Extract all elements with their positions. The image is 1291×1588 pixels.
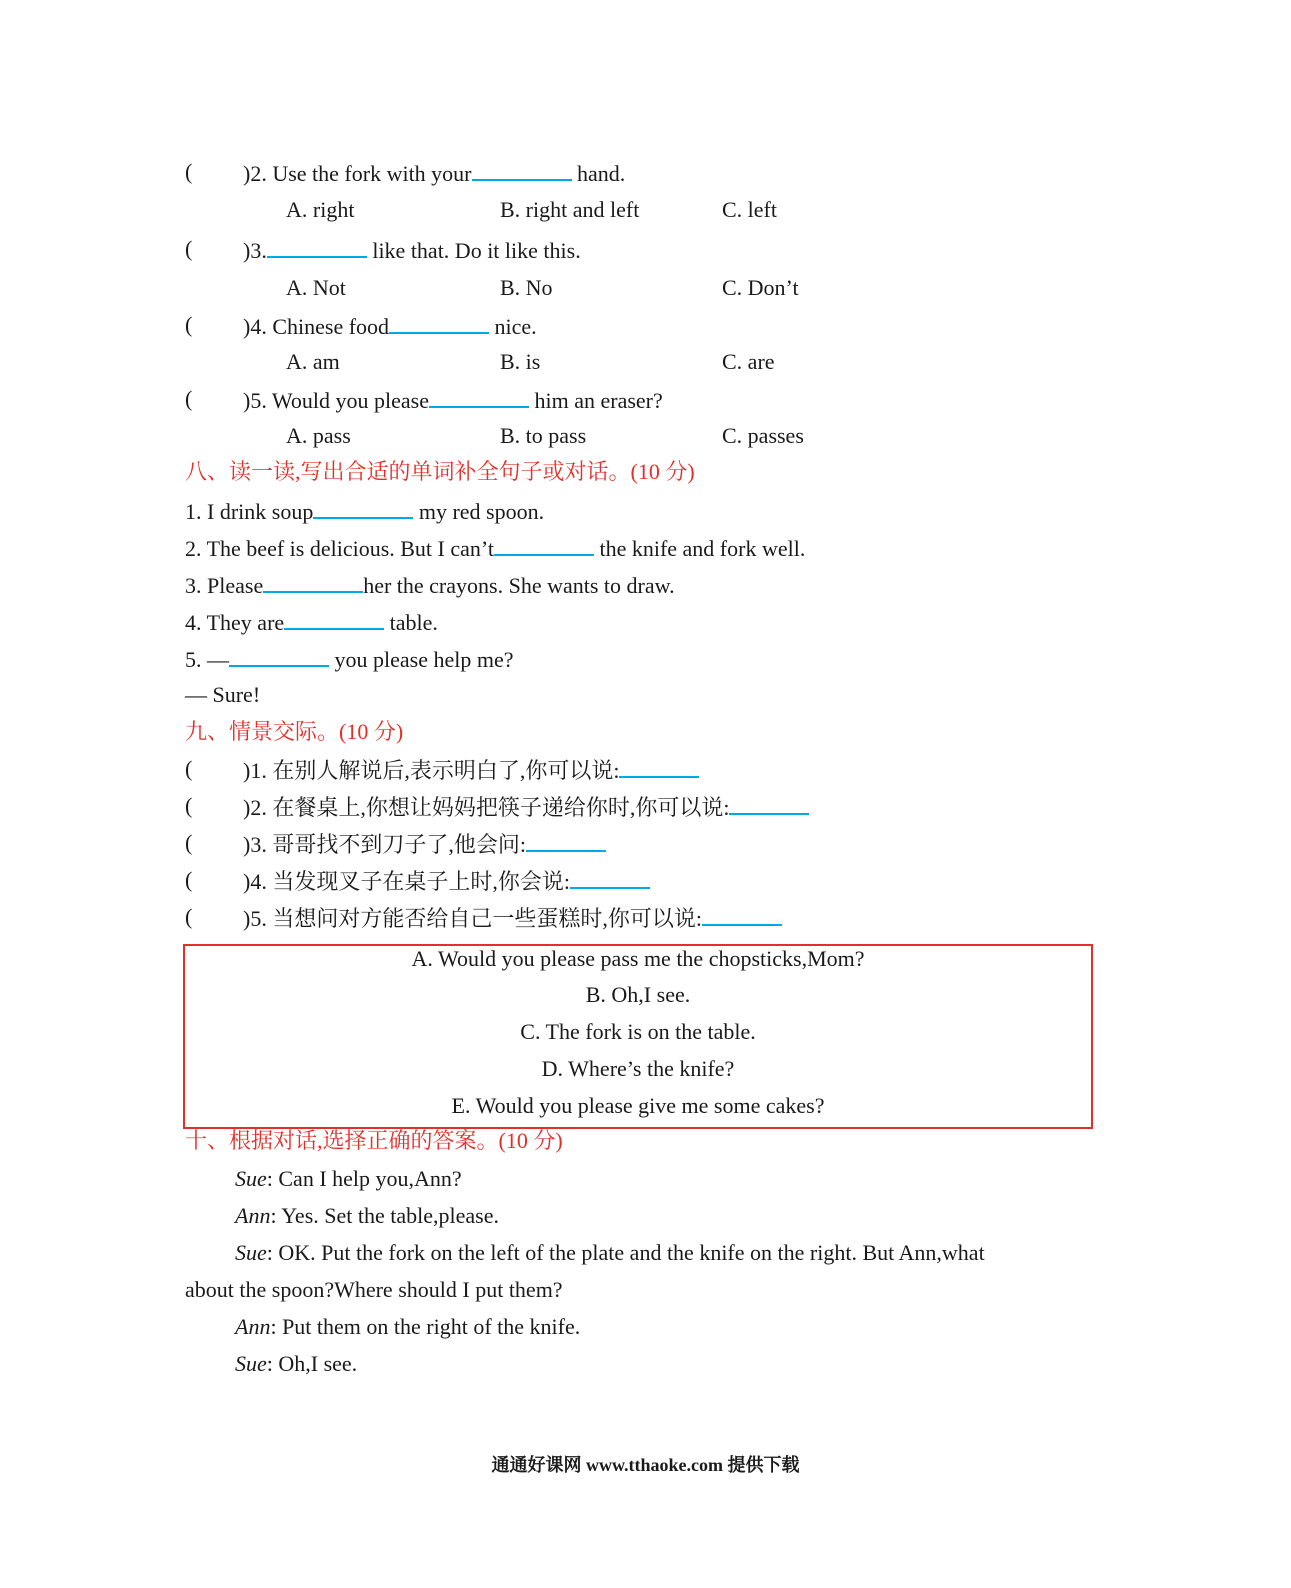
question-9-4: )4. 当发现叉子在桌子上时,你会说:: [243, 867, 650, 893]
answer-paren: (: [185, 756, 193, 781]
option-b: B. is: [500, 349, 541, 374]
option-line: C. The fork is on the table.: [520, 1019, 756, 1044]
answer-blank[interactable]: [389, 312, 489, 334]
option-c: C. Don’t: [722, 275, 799, 300]
question-9-1: )1. 在别人解说后,表示明白了,你可以说:: [243, 756, 699, 782]
sentence-8-2: 2. The beef is delicious. But I can’t the knife and fork well.: [185, 536, 806, 561]
dialogue-line: Sue: Oh,I see.: [235, 1351, 358, 1376]
option-line: A. Would you please pass me the chopsticks,Mom?: [411, 946, 865, 971]
answer-blank[interactable]: [729, 793, 809, 815]
sentence-8-4: 4. They are table.: [185, 610, 438, 635]
option-b: B. No: [500, 275, 553, 300]
answer-paren: (: [185, 236, 193, 261]
option-line: E. Would you please give me some cakes?: [451, 1093, 825, 1118]
answer-blank[interactable]: [263, 571, 363, 593]
answer-paren: (: [185, 312, 193, 337]
section-9-heading: 九、情景交际。(10 分): [185, 719, 404, 744]
section-8-heading: 八、读一读,写出合适的单词补全句子或对话。(10 分): [185, 459, 695, 484]
answer-blank[interactable]: [702, 904, 782, 926]
answer-blank[interactable]: [570, 867, 650, 889]
dialogue-line: Sue: Can I help you,Ann?: [235, 1166, 462, 1191]
option-line: B. Oh,I see.: [585, 982, 691, 1007]
answer-blank[interactable]: [472, 159, 572, 181]
sentence-8-1: 1. I drink soup my red spoon.: [185, 499, 545, 524]
question-9-5: )5. 当想问对方能否给自己一些蛋糕时,你可以说:: [243, 904, 782, 930]
option-line: D. Where’s the knife?: [541, 1056, 735, 1081]
answer-paren: (: [185, 867, 193, 892]
option-a: A. pass: [286, 423, 351, 448]
footer-credit: 通通好课网 www.tthaoke.com 提供下载: [491, 1455, 800, 1475]
answer-paren: (: [185, 904, 193, 929]
dialogue-line: Ann: Yes. Set the table,please.: [235, 1203, 499, 1228]
option-a: A. Not: [286, 275, 346, 300]
answer-blank[interactable]: [429, 386, 529, 408]
question-7-5: )5. Would you please him an eraser?: [243, 388, 663, 413]
option-c: C. passes: [722, 423, 804, 448]
answer-blank[interactable]: [284, 608, 384, 630]
option-b: B. right and left: [500, 197, 640, 222]
option-c: C. left: [722, 197, 777, 222]
answer-paren: (: [185, 830, 193, 855]
dialogue-line: Ann: Put them on the right of the knife.: [235, 1314, 581, 1339]
answer-blank[interactable]: [494, 534, 594, 556]
section-10-heading: 十、根据对话,选择正确的答案。(10 分): [185, 1128, 563, 1153]
question-7-4: )4. Chinese food nice.: [243, 314, 537, 339]
answer-blank[interactable]: [313, 497, 413, 519]
option-b: B. to pass: [500, 423, 587, 448]
answer-paren: (: [185, 159, 193, 184]
dialogue-line: about the spoon?Where should I put them?: [185, 1277, 563, 1302]
option-c: C. are: [722, 349, 775, 374]
options-box: [183, 944, 1093, 1129]
answer-blank[interactable]: [229, 645, 329, 667]
question-9-3: )3. 哥哥找不到刀子了,他会问:: [243, 830, 606, 856]
question-7-3: )3. like that. Do it like this.: [243, 238, 581, 263]
answer-paren: (: [185, 386, 193, 411]
question-9-2: )2. 在餐桌上,你想让妈妈把筷子递给你时,你可以说:: [243, 793, 809, 819]
answer-blank[interactable]: [526, 830, 606, 852]
sentence-8-5-reply: — Sure!: [185, 682, 261, 707]
dialogue-line: Sue: OK. Put the fork on the left of the plate and the knife on the right. But Ann,what: [235, 1240, 985, 1265]
sentence-8-5: 5. — you please help me?: [185, 647, 514, 672]
question-7-2: )2. Use the fork with your hand.: [243, 161, 626, 186]
answer-blank[interactable]: [619, 756, 699, 778]
sentence-8-3: 3. Please her the crayons. She wants to draw.: [185, 573, 675, 598]
option-a: A. right: [286, 197, 355, 222]
option-a: A. am: [286, 349, 340, 374]
answer-blank[interactable]: [267, 236, 367, 258]
answer-paren: (: [185, 793, 193, 818]
